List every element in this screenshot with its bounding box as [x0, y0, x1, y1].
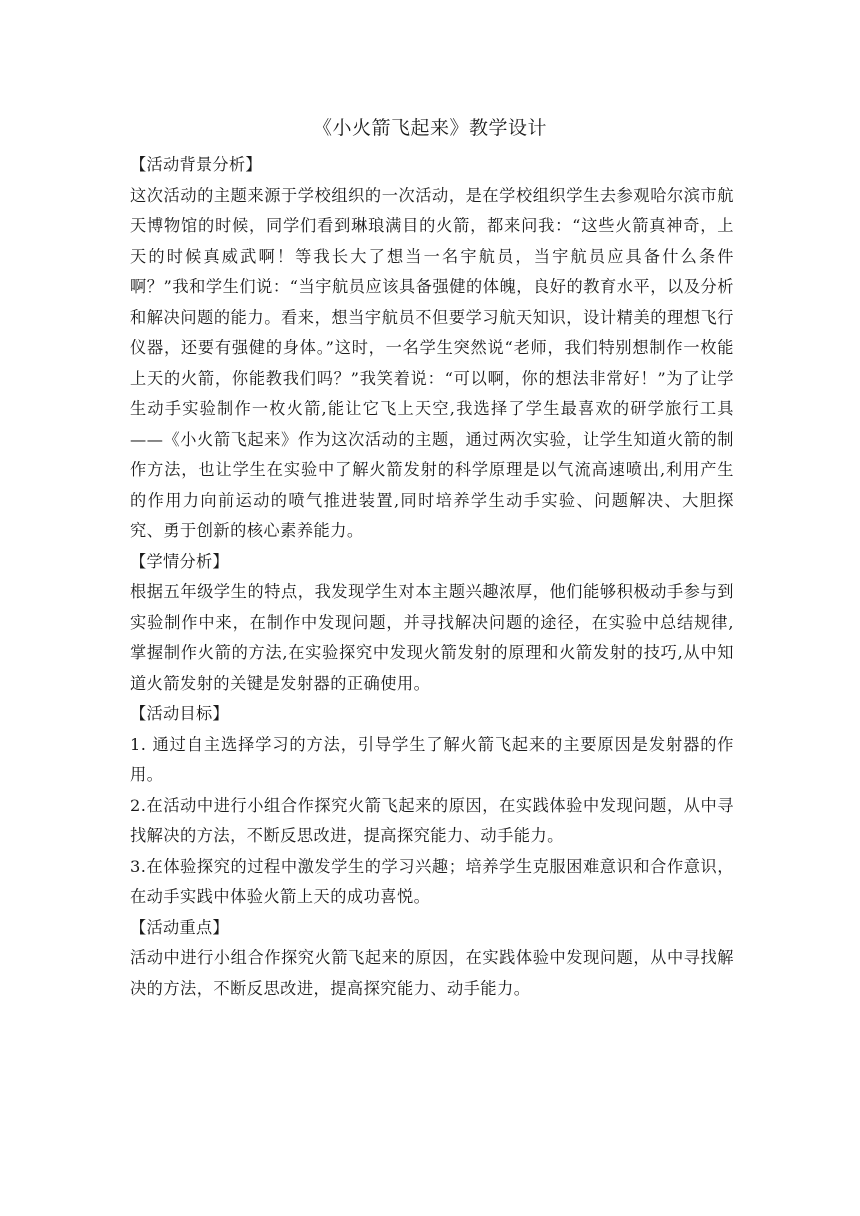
section-learner-analysis	[130, 547, 734, 700]
paragraph: 活动中进行小组合作探究火箭飞起来的原因，在实践体验中发现问题，从中寻找解决的方法，不断反思改进，提高探究能力、动手能力。	[130, 948, 734, 998]
section-heading: 【活动重点】	[130, 917, 229, 937]
paragraph: 这次活动的主题来源于学校组织的一次活动，是在学校组织学生去参观哈尔滨市航天博物馆的时候，同学们看到琳琅满目的火箭，都来问我：“这些火箭真神奇，上天的时候真威武啊！等我长大了想当一名宇航员，当宇航员应具备什么条件啊？”我和学生们说：“当宇航员应该具备强健的体魄，良好的教育水平，以及分析和解决问题的能力。看来，想当宇航员不但要学习航天知识，设计精美的理想飞行仪器，还要有强健的身体。”这时，一名学生突然说“老师，我们特别想制作一枚能上天的火箭，你能教我们吗？”我笑着说：“可以啊，你的想法非常好！”为了让学生动手实验制作一枚火箭,能让它飞上天空,我选择了学生最喜欢的研学旅行工具——《小火箭飞起来》作为这次活动的主题，通过两次实验，让学生知道火箭的制作方法，也让学生在实验中了解火箭发射的科学原理是以气流高速喷出,利用产生的作用力向前运动的喷气推进装置,同时培养学生动手实验、问题解决、大胆探究、勇于创新的核心素养能力。	[130, 185, 734, 540]
document-title: 《小火箭飞起来》教学设计	[312, 117, 547, 139]
objective-item: 2.在活动中进行小组合作探究火箭飞起来的原因，在实践体验中发现问题，从中寻找解决的方法，不断反思改进，提高探究能力、动手能力。	[130, 795, 734, 845]
document-body	[130, 150, 734, 1004]
section-key-points	[130, 913, 734, 1005]
objective-item: 3.在体验探究的过程中激发学生的学习兴趣；培养学生克服困难意识和合作意识，在动手实践中体验火箭上天的成功喜悦。	[130, 856, 734, 906]
section-objectives	[130, 699, 734, 913]
section-heading: 【学情分析】	[130, 551, 229, 571]
objective-item: 1. 通过自主选择学习的方法，引导学生了解火箭飞起来的主要原因是发射器的作用。	[130, 734, 734, 784]
section-heading: 【活动目标】	[130, 704, 229, 723]
section-heading: 【活动背景分析】	[130, 155, 262, 174]
section-background	[130, 150, 734, 547]
paragraph: 根据五年级学生的特点，我发现学生对本主题兴趣浓厚，他们能够积极动手参与到实验制作中来，在制作中发现问题，并寻找解决问题的途径，在实验中总结规律,掌握制作火箭的方法,在实验探究中发现火箭发射的原理和火箭发射的技巧,从中知道火箭发射的关键是发射器的正确使用。	[130, 582, 734, 693]
